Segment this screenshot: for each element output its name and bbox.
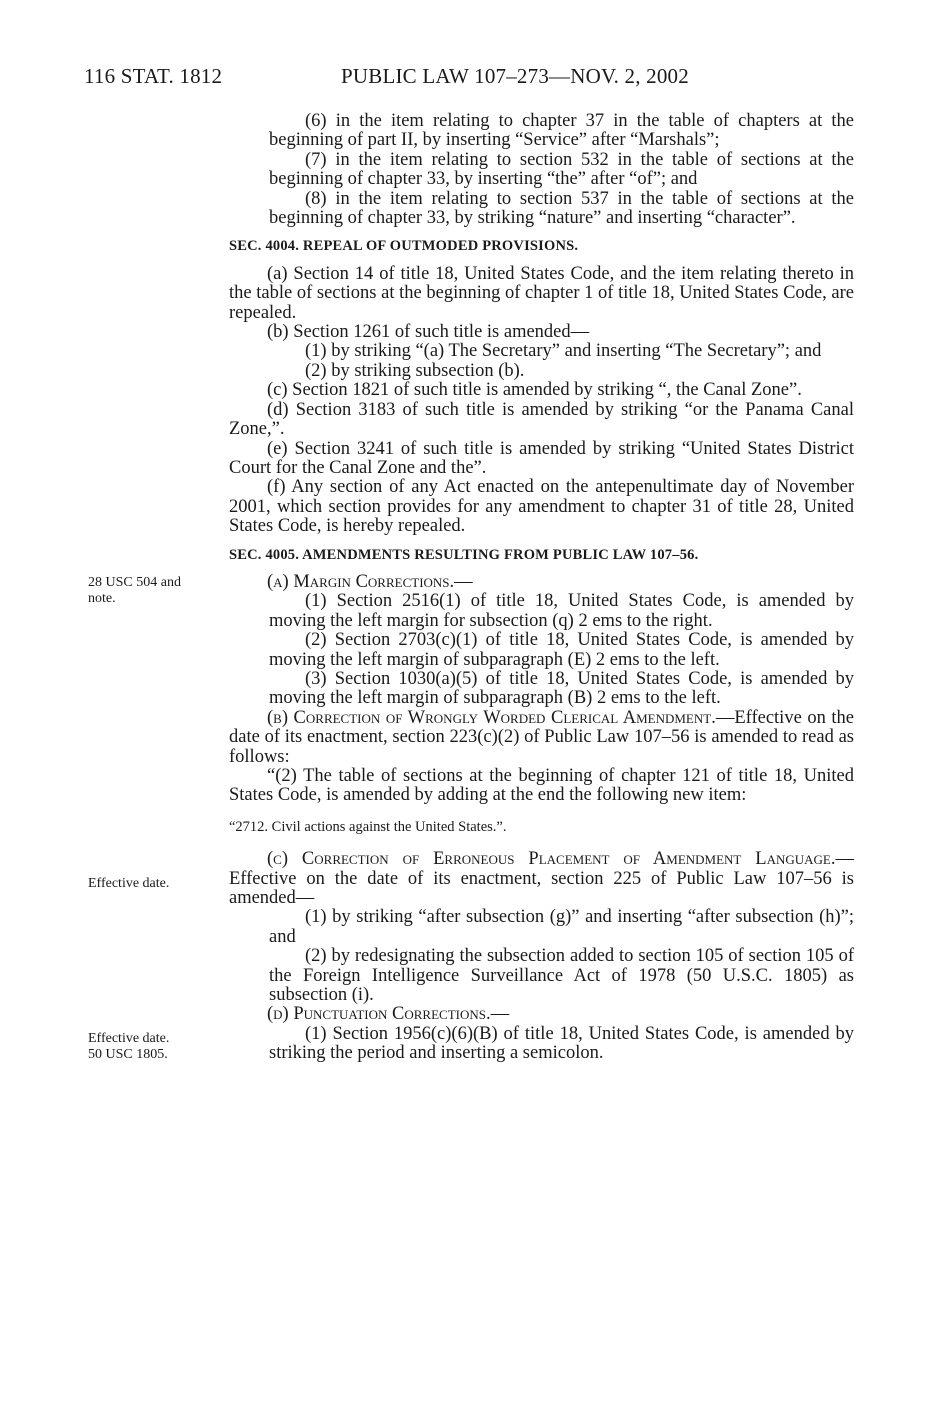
margin-note-effective-date: Effective date. [88,876,170,891]
new-table-item: “2712. Civil actions against the United States.”. [229,818,507,835]
section-4005-c [229,850,854,908]
section-4004-a: (a) Section 14 of title 18, United States Code, and the item relating thereto in the table of sections at the beginning of chapter 1 of title 18, United States Code, are repealed. [229,263,854,323]
section-4005-b-text: —Effective on the date of its enactment, section 223(c)(2) of Public Law 107–56 is amended to read as follows: [229,707,854,767]
margin-note-line: note. [88,591,116,606]
paragraph-7: (7) in the item relating to section 532 in the table of sections at the beginning of chapter 33, by inserting “the” after “of”; and [269,149,854,190]
section-4005-c-1: (1) by striking “after subsection (g)” and inserting “after subsection (h)”; and [269,907,854,947]
section-4005-a-1: (1) Section 2516(1) of title 18, United States Code, is amended by moving the left margin for subsection (q) 2 ems to the right. [269,591,854,631]
paragraph-8: (8) in the item relating to section 537 in the table of sections at the beginning of chapter 33, by striking “nature” and inserting “character”. [269,188,854,229]
section-4005-a-3: (3) Section 1030(a)(5) of title 18, United States Code, is amended by moving the left margin of subparagraph (B) 2 ems to the left. [269,668,854,709]
section-4005-c-2: (2) by redesignating the subsection added to section 105 of section 105 of the Foreign Intelligence Surveillance Act of 1978 (50 U.S.C. 1805) as subsection (i). [269,946,854,1006]
section-4005-a-2: (2) Section 2703(c)(1) of title 18, United States Code, is amended by moving the left margin of subparagraph (E) 2 ems to the left. [269,630,854,670]
margin-note-line: 50 USC 1805. [88,1047,168,1062]
section-4004-e: (e) Section 3241 of such title is amended by striking “United States District Court for the Canal Zone and the”. [229,438,854,478]
section-4005-c-text: —Effective on the date of its enactment, section 225 of Public Law 107–56 is amended— [229,849,854,909]
section-4004-b-2: (2) by striking subsection (b). [305,360,525,381]
margin-note-line: Effective date. [88,1031,170,1046]
margin-note-line: 28 USC 504 and [88,575,181,590]
section-heading-4004: SEC. 4004. REPEAL OF OUTMODED PROVISIONS. [229,238,579,255]
section-4005-b-heading: (b) Correction of Wrongly Worded Clerical Amendment. [267,707,716,728]
stat-page-number: 116 STAT. 1812 [84,64,223,88]
section-4004-b-1: (1) by striking “(a) The Secretary” and inserting “The Secretary”; and [305,341,822,362]
margin-note-effective-date-50-usc [88,1031,169,1063]
document-body [229,112,854,1064]
page-running-head: PUBLIC LAW 107–273—NOV. 2, 2002 [341,64,689,88]
section-4005-b [229,709,854,767]
section-4005-c-heading: (c) Correction of Erroneous Placement of Amendment Language. [267,849,836,870]
section-4005-b-quoted-text: “(2) The table of sections at the beginning of chapter 121 of title 18, United States Code, is amended by adding at the end the following new item: [229,766,854,806]
section-4005-d-heading: (d) Punctuation Corrections.— [267,1004,510,1025]
section-4004-c: (c) Section 1821 of such title is amended by striking “, the Canal Zone”. [267,380,802,401]
margin-note-28-usc-504 [88,575,181,607]
section-heading-4005: SEC. 4005. AMENDMENTS RESULTING FROM PUBLIC LAW 107–56. [229,546,699,563]
section-4005-d-1: (1) Section 1956(c)(6)(B) of title 18, United States Code, is amended by striking the period and inserting a semicolon. [269,1023,854,1064]
section-4005-a-heading: (a) Margin Corrections.— [267,571,473,592]
section-4004-f: (f) Any section of any Act enacted on the antepenultimate day of November 2001, which section provides for any amendment to chapter 31 of title 28, United States Code, is hereby repealed. [229,477,854,537]
section-4004-b: (b) Section 1261 of such title is amended— [267,322,590,343]
paragraph-6: (6) in the item relating to chapter 37 in the table of chapters at the beginning of part II, by inserting “Service” after “Marshals”; [269,111,854,151]
section-4004-d: (d) Section 3183 of such title is amended by striking “or the Panama Canal Zone,”. [229,399,854,440]
